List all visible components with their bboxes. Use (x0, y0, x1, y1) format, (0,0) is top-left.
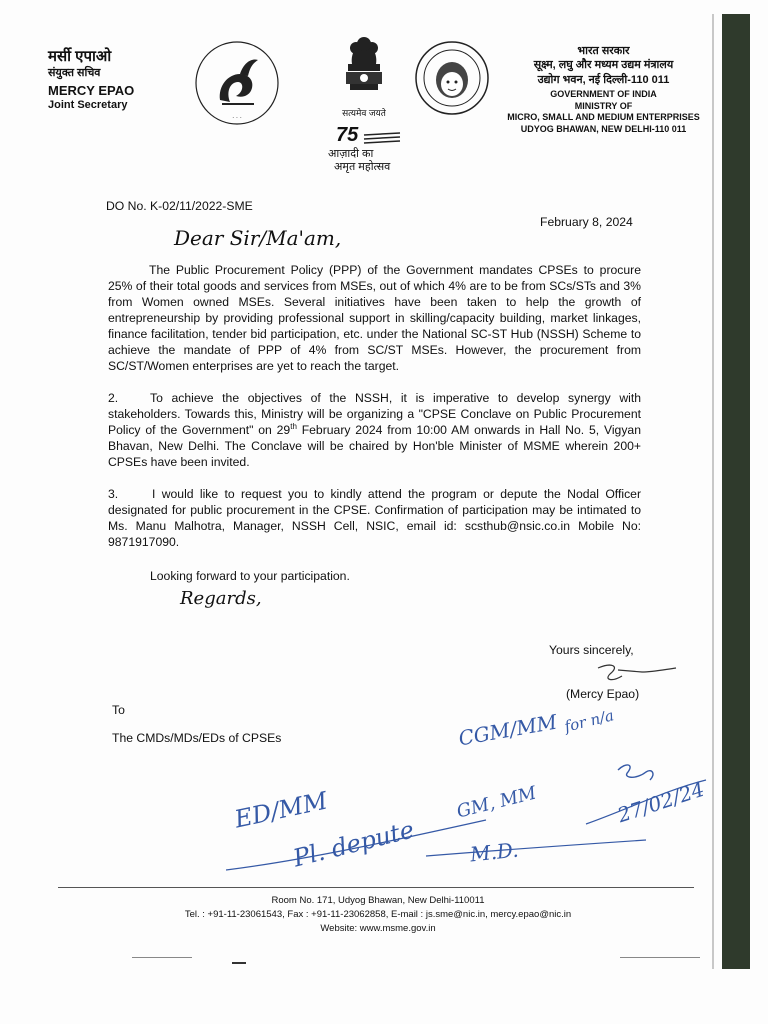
footer-contact: Tel. : +91-11-23061543, Fax : +91-11-23062858, E-mail : js.sme@nic.in, mercy.epao@nic.in (184, 909, 572, 920)
svg-text:· · ·: · · · (232, 115, 242, 122)
flag-stripes-icon (362, 132, 402, 146)
paragraph-2 (108, 390, 641, 470)
annotation-md: M.D. (468, 837, 520, 867)
sender-title-hindi: संयुक्त सचिव (48, 66, 101, 79)
women-empowerment-logo (192, 40, 282, 126)
annotation-ed-mm: ED/MM (232, 786, 330, 834)
do-number: DO No. K-02/11/2022-SME (106, 199, 253, 213)
azadi-number: 75 (336, 124, 359, 146)
azadi-line1: आज़ादी का (328, 148, 374, 160)
recipients: The CMDs/MDs/EDs of CPSEs (112, 731, 282, 745)
footer-rule (58, 887, 694, 888)
ministry-block (496, 44, 711, 136)
to-label: To (112, 703, 125, 717)
paragraph-2-number: 2. (108, 391, 119, 405)
paragraph-2-b: February 2024 from 10:00 AM onwards in Hall No. 5, Vigyan Bhavan, New Delhi. The Conclave will be chaired by Hon'ble Minister of MSME wherein 200+ CPSEs have been invited. (108, 423, 641, 469)
paragraph-2-a: To achieve the objectives of the NSSH, it is imperative to develop synergy with stakeholders. Towards this, Ministry will be organizing a "CPSE Conclave on Public Procurement Policy of the Government" on 29 (108, 391, 641, 437)
sender-title: Joint Secretary (48, 98, 128, 111)
ministry-hindi: सूक्ष्म, लघु और मध्यम उद्यम मंत्रालय (533, 59, 674, 72)
footer-address: Room No. 171, Udyog Bhawan, New Delhi-110011 (271, 895, 485, 906)
scan-artifact-line (132, 957, 192, 958)
sender-name-hindi: मर्सी एपाओ (48, 48, 112, 65)
state-emblem (336, 34, 392, 118)
azadi-line2: अमृत महोत्सव (334, 161, 391, 173)
paragraph-3: I would like to request you to kindly attend the program or depute the Nodal Officer designated for public procurement in the CPSE. Confirmation of participation may be intimated to Ms. Manu Malhotra, Manager, NSSH Cell, NSIC, email id: scsthub@nsic.co.in Mobile No: 9871917090. (108, 487, 641, 549)
salutation-handwritten: Dear Sir/Ma'am, (174, 226, 342, 250)
regards-handwritten: Regards, (180, 588, 262, 609)
annotation-for-na: for n/a (562, 706, 616, 736)
annotation-strokes (226, 760, 746, 880)
paragraph-2-sup: th (290, 421, 297, 431)
paragraph-1: The Public Procurement Policy (PPP) of the Government mandates CPSEs to procure 25% of their total goods and services from MSEs, out of which 4% are to be from SCs/STs and 3% from Women owned MSEs. Several initiatives have been taken to help the growth of entrepreneurship by providing professional support in skilling/capacity building, market linkages, finance facilitation, tender bid participation, etc. under the National SC-ST Hub (NSSH) Scheme to achieve the mandate of PPP of 4% from SC/ST MSEs. However, the procurement from SC/ST/Women enterprises are yet to reach the target. (108, 263, 641, 373)
scan-artifact-line-2 (620, 957, 700, 958)
closing-line: Looking forward to your participation. (150, 569, 350, 583)
paragraph-3-number: 3. (108, 487, 119, 501)
ministry-name: MICRO, SMALL AND MEDIUM ENTERPRISES (507, 112, 700, 123)
annotation-cgm-mm: CGM/MM (456, 709, 559, 751)
gov-english: GOVERNMENT OF INDIA (550, 88, 657, 99)
scan-artifact-dash (232, 962, 246, 964)
footer-website: Website: www.msme.gov.in (320, 923, 436, 934)
ministry-address: UDYOG BHAWAN, NEW DELHI-110 011 (520, 123, 687, 134)
annotation-date: 27/02/24 (614, 776, 708, 828)
yours-sincerely: Yours sincerely, (549, 643, 634, 657)
sender-name: MERCY EPAO (48, 82, 135, 98)
signatory-name: (Mercy Epao) (566, 687, 640, 701)
ministry-of: MINISTRY OF (574, 100, 633, 111)
annotation-gm-mm: GM, MM (454, 782, 539, 823)
letter-date: February 8, 2024 (540, 215, 633, 229)
address-hindi: उद्योग भवन, नई दिल्ली-110 011 (537, 73, 670, 86)
nari-shakti-logo (414, 40, 490, 116)
gov-hindi: भारत सरकार (577, 45, 630, 57)
emblem-motto: सत्यमेव जयते (342, 108, 386, 118)
annotation-pl-depute: Pl. depute (290, 815, 417, 873)
sender-block (48, 48, 134, 113)
